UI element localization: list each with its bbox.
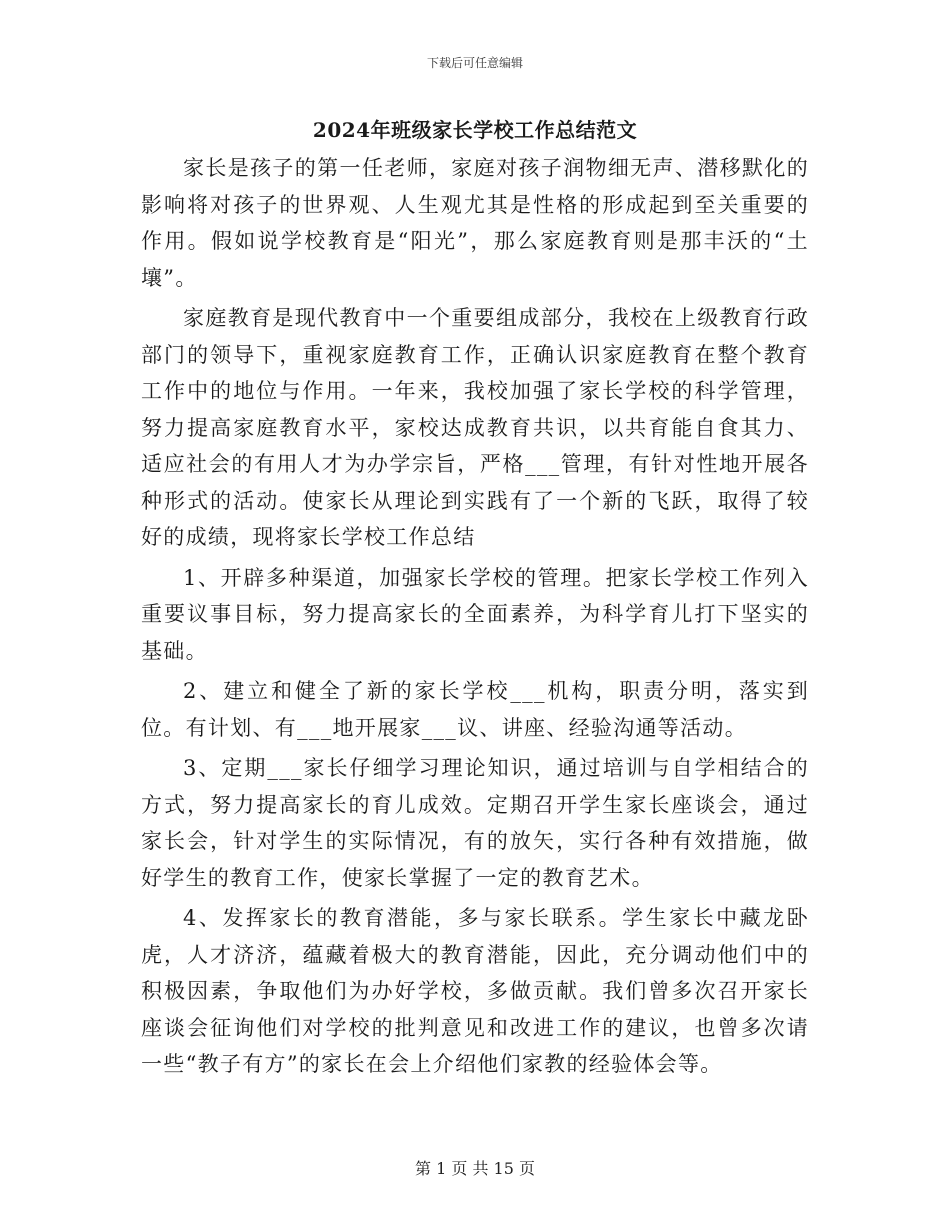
document-title: 2024年班级家长学校工作总结范文 — [312, 118, 638, 142]
paragraph-item-1: 1、开辟多种渠道，加强家长学校的管理。把家长学校工作列入重要议事目标，努力提高家长的全面素养，为科学育儿打下坚实的基础。 — [141, 565, 809, 663]
document-body — [141, 150, 809, 1083]
page-number-footer: 第 1 页 共 15 页 — [415, 1159, 535, 1178]
paragraph-intro: 家长是孩子的第一任老师，家庭对孩子润物细无声、潜移默化的影响将对孩子的世界观、人生观尤其是性格的形成起到至关重要的作用。假如说学校教育是“阳光”，那么家庭教育则是那丰沃的“土壤”。 — [141, 156, 809, 290]
paragraph-item-2: 2、建立和健全了新的家长学校___机构，职责分明，落实到位。有计划、有___地开展家___议、讲座、经验沟通等活动。 — [141, 679, 809, 740]
header-note: 下载后可任意编辑 — [426, 56, 523, 70]
paragraph-item-3: 3、定期___家长仔细学习理论知识，通过培训与自学相结合的方式，努力提高家长的育儿成效。定期召开学生家长座谈会，通过家长会，针对学生的实际情况，有的放矢，实行各种有效措施，做好学生的教育工作，使家长掌握了一定的教育艺术。 — [141, 756, 809, 890]
paragraph-overview: 家庭教育是现代教育中一个重要组成部分，我校在上级教育行政部门的领导下，重视家庭教育工作，正确认识家庭教育在整个教育工作中的地位与作用。一年来，我校加强了家长学校的科学管理，努力提高家庭教育水平，家校达成教育共识，以共育能自食其力、适应社会的有用人才为办学宗旨，严格___管理，有针对性地开展各种形式的活动。使家长从理论到实践有了一个新的飞跃，取得了较好的成绩，现将家长学校工作总结 — [141, 306, 809, 549]
paragraph-item-4: 4、发挥家长的教育潜能，多与家长联系。学生家长中藏龙卧虎，人才济济，蕴藏着极大的教育潜能，因此，充分调动他们中的积极因素，争取他们为办好学校，多做贡献。我们曾多次召开家长座谈会征询他们对学校的批判意见和改进工作的建议，也曾多次请一些“教子有方”的家长在会上介绍他们家教的经验体会等。 — [141, 906, 809, 1076]
